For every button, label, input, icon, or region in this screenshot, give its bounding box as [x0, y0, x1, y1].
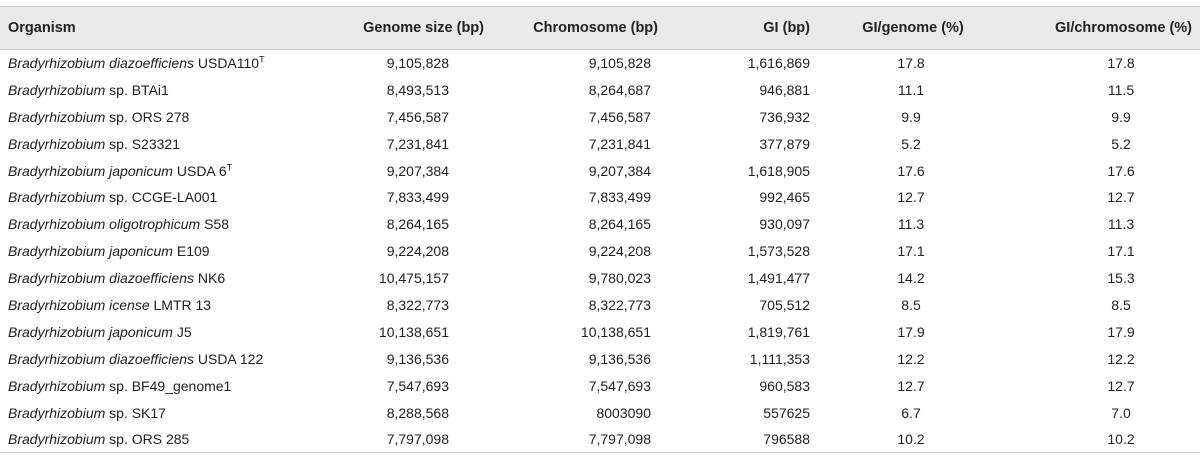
genus-name: Bradyrhizobium — [8, 350, 106, 367]
organism-cell — [0, 426, 330, 453]
gi-chromosome-cell: 12.2 — [1107, 350, 1135, 367]
gi-cell: 946,881 — [759, 81, 810, 98]
species-name: japonicum — [109, 162, 173, 179]
gi-genome-cell: 9.9 — [901, 108, 921, 125]
gi-chromosome-cell: 17.9 — [1107, 323, 1135, 340]
gi-genome-cell: 8.5 — [901, 296, 921, 313]
chromosome-cell: 8,322,773 — [588, 296, 651, 313]
strain-name: sp. SK17 — [105, 404, 166, 421]
gi-cell: 960,583 — [759, 377, 810, 394]
strain-name: J5 — [172, 323, 192, 340]
gi-chromosome-cell: 8.5 — [1111, 296, 1131, 313]
gi-cell: 1,111,353 — [749, 350, 810, 367]
gi-cell: 1,573,528 — [747, 243, 810, 260]
gi-genome-cell: 6.7 — [901, 404, 921, 421]
genome-size-cell: 8,493,513 — [386, 81, 449, 98]
gi-genome-cell: 11.1 — [897, 81, 925, 98]
table-row — [0, 50, 1200, 77]
gi-chromosome-cell: 9.9 — [1111, 108, 1131, 125]
table-row — [0, 372, 1200, 399]
strain-name: USDA 6 — [172, 162, 227, 179]
header-genome-size: Genome size (bp) — [330, 7, 492, 50]
table-row — [0, 211, 1200, 238]
organism-cell — [0, 50, 330, 77]
chromosome-cell: 9,780,023 — [588, 270, 651, 287]
chromosome-cell: 8003090 — [596, 404, 651, 421]
genus-name: Bradyrhizobium — [8, 296, 106, 313]
gi-cell: 1,491,477 — [747, 270, 810, 287]
chromosome-cell: 7,833,499 — [588, 189, 651, 206]
chromosome-cell: 7,456,587 — [588, 108, 651, 125]
chromosome-cell: 9,207,384 — [588, 162, 651, 179]
species-name: diazoefficiens — [109, 350, 194, 367]
header-gi: GI (bp) — [660, 7, 810, 50]
gi-genome-cell: 17.8 — [897, 55, 925, 72]
gi-genome-cell: 5.2 — [901, 135, 921, 152]
strain-name: sp. S23321 — [105, 135, 180, 152]
table-row — [0, 345, 1200, 372]
gi-chromosome-cell: 11.3 — [1107, 216, 1135, 233]
gi-genome-cell: 17.6 — [897, 162, 925, 179]
strain-name: NK6 — [193, 270, 226, 287]
chromosome-cell: 7,797,098 — [492, 426, 660, 453]
organism-cell — [0, 399, 330, 426]
chromosome-cell: 9,136,536 — [588, 350, 651, 367]
genus-name: Bradyrhizobium — [8, 55, 106, 72]
gi-genome-cell: 11.3 — [897, 216, 925, 233]
chromosome-cell: 7,547,693 — [588, 377, 651, 394]
table-row — [0, 265, 1200, 292]
gi-cell: 930,097 — [759, 216, 810, 233]
genus-name: Bradyrhizobium — [8, 243, 106, 260]
chromosome-cell: 9,224,208 — [588, 243, 651, 260]
chromosome-cell: 10,138,651 — [580, 323, 651, 340]
gi-genome-cell: 12.2 — [897, 350, 925, 367]
table-row — [0, 76, 1200, 103]
table-row — [0, 130, 1200, 157]
strain-name: sp. ORS 285 — [105, 431, 190, 448]
genome-size-cell: 9,136,536 — [386, 350, 449, 367]
genus-name: Bradyrhizobium — [8, 431, 106, 448]
organism-cell — [0, 372, 330, 399]
gi-chromosome-cell: 17.1 — [1107, 243, 1135, 260]
species-name: diazoefficiens — [109, 55, 194, 72]
species-name: japonicum — [109, 243, 173, 260]
table-row — [0, 292, 1200, 319]
gi-chromosome-cell: 11.5 — [1107, 81, 1135, 98]
gi-chromosome-cell: 17.8 — [1107, 55, 1135, 72]
gi-chromosome-cell: 15.3 — [1107, 270, 1135, 287]
organism-cell — [0, 318, 330, 345]
gi-genome-cell: 14.2 — [897, 270, 925, 287]
genome-table — [0, 6, 1200, 453]
genome-size-cell: 8,288,568 — [386, 404, 449, 421]
chromosome-cell: 8,264,687 — [588, 81, 651, 98]
gi-cell: 705,512 — [759, 296, 810, 313]
strain-name: S58 — [200, 216, 230, 233]
genus-name: Bradyrhizobium — [8, 81, 106, 98]
gi-cell: 992,465 — [759, 189, 810, 206]
chromosome-cell: 8,264,165 — [588, 216, 651, 233]
header-organism: Organism — [0, 7, 330, 50]
table-row — [0, 426, 1200, 453]
strain-name: E109 — [172, 243, 210, 260]
gi-cell: 1,819,761 — [747, 323, 810, 340]
table-row — [0, 238, 1200, 265]
table-row — [0, 399, 1200, 426]
genome-size-cell: 8,322,773 — [386, 296, 449, 313]
chromosome-cell: 7,231,841 — [588, 135, 651, 152]
gi-cell: 557625 — [763, 404, 810, 421]
species-name: icense — [109, 296, 150, 313]
genome-size-cell: 7,833,499 — [386, 189, 449, 206]
type-strain-mark: T — [259, 54, 265, 65]
organism-cell — [0, 292, 330, 319]
organism-cell — [0, 157, 330, 184]
strain-name: LMTR 13 — [149, 296, 212, 313]
gi-genome-cell: 12.7 — [897, 377, 925, 394]
chromosome-cell: 9,105,828 — [588, 55, 651, 72]
organism-cell — [0, 103, 330, 130]
gi-cell: 1,616,869 — [747, 55, 810, 72]
strain-name: sp. ORS 278 — [105, 108, 190, 125]
table-row — [0, 103, 1200, 130]
organism-cell — [0, 76, 330, 103]
gi-cell: 736,932 — [759, 108, 810, 125]
gi-cell: 1,618,905 — [747, 162, 810, 179]
header-gi-chromosome: GI/chromosome (%) — [1002, 7, 1200, 50]
genome-size-cell: 8,264,165 — [386, 216, 449, 233]
species-name: oligotrophicum — [109, 216, 201, 233]
genus-name: Bradyrhizobium — [8, 216, 106, 233]
organism-cell — [0, 130, 330, 157]
gi-chromosome-cell: 10.2 — [1002, 426, 1200, 453]
gi-genome-cell: 17.9 — [897, 323, 925, 340]
gi-chromosome-cell: 12.7 — [1107, 377, 1135, 394]
table-header — [0, 7, 1200, 50]
genus-name: Bradyrhizobium — [8, 323, 106, 340]
genome-size-cell: 7,231,841 — [386, 135, 449, 152]
species-name: diazoefficiens — [109, 270, 194, 287]
genome-size-cell: 10,138,651 — [378, 323, 449, 340]
strain-name: USDA 122 — [193, 350, 264, 367]
genus-name: Bradyrhizobium — [8, 404, 106, 421]
genome-size-cell: 9,224,208 — [386, 243, 449, 260]
organism-cell — [0, 345, 330, 372]
gi-cell: 796588 — [660, 426, 810, 453]
gi-chromosome-cell: 17.6 — [1107, 162, 1135, 179]
type-strain-mark: T — [226, 161, 233, 172]
genus-name: Bradyrhizobium — [8, 108, 106, 125]
strain-name: sp. BF49_genome1 — [105, 377, 232, 394]
table-row — [0, 184, 1200, 211]
species-name: japonicum — [109, 323, 173, 340]
gi-chromosome-cell: 12.7 — [1107, 189, 1135, 206]
gi-genome-cell: 17.1 — [897, 243, 925, 260]
organism-cell — [0, 184, 330, 211]
genus-name: Bradyrhizobium — [8, 135, 106, 152]
gi-chromosome-cell: 7.0 — [1111, 404, 1131, 421]
gi-genome-cell: 12.7 — [897, 189, 925, 206]
genome-size-cell: 7,456,587 — [386, 108, 449, 125]
genus-name: Bradyrhizobium — [8, 162, 106, 179]
genome-size-cell: 10,475,157 — [378, 270, 449, 287]
header-chromosome: Chromosome (bp) — [492, 7, 660, 50]
organism-cell — [0, 238, 330, 265]
table-row — [0, 157, 1200, 184]
strain-name: USDA110 — [193, 55, 260, 72]
genus-name: Bradyrhizobium — [8, 377, 106, 394]
header-row — [0, 7, 1200, 50]
strain-name: sp. CCGE-LA001 — [105, 189, 218, 206]
genus-name: Bradyrhizobium — [8, 189, 106, 206]
genome-size-cell: 9,105,828 — [386, 55, 449, 72]
table-row — [0, 318, 1200, 345]
genome-size-cell: 7,797,098 — [330, 426, 492, 453]
gi-genome-cell: 10.2 — [810, 426, 1002, 453]
gi-cell: 377,879 — [759, 135, 810, 152]
genus-name: Bradyrhizobium — [8, 270, 106, 287]
organism-cell — [0, 265, 330, 292]
strain-name: sp. BTAi1 — [105, 81, 169, 98]
genome-size-cell: 7,547,693 — [386, 377, 449, 394]
organism-cell — [0, 211, 330, 238]
table-body — [0, 50, 1200, 453]
gi-chromosome-cell: 5.2 — [1111, 135, 1131, 152]
genome-size-cell: 9,207,384 — [386, 162, 449, 179]
header-gi-genome: GI/genome (%) — [810, 7, 1002, 50]
